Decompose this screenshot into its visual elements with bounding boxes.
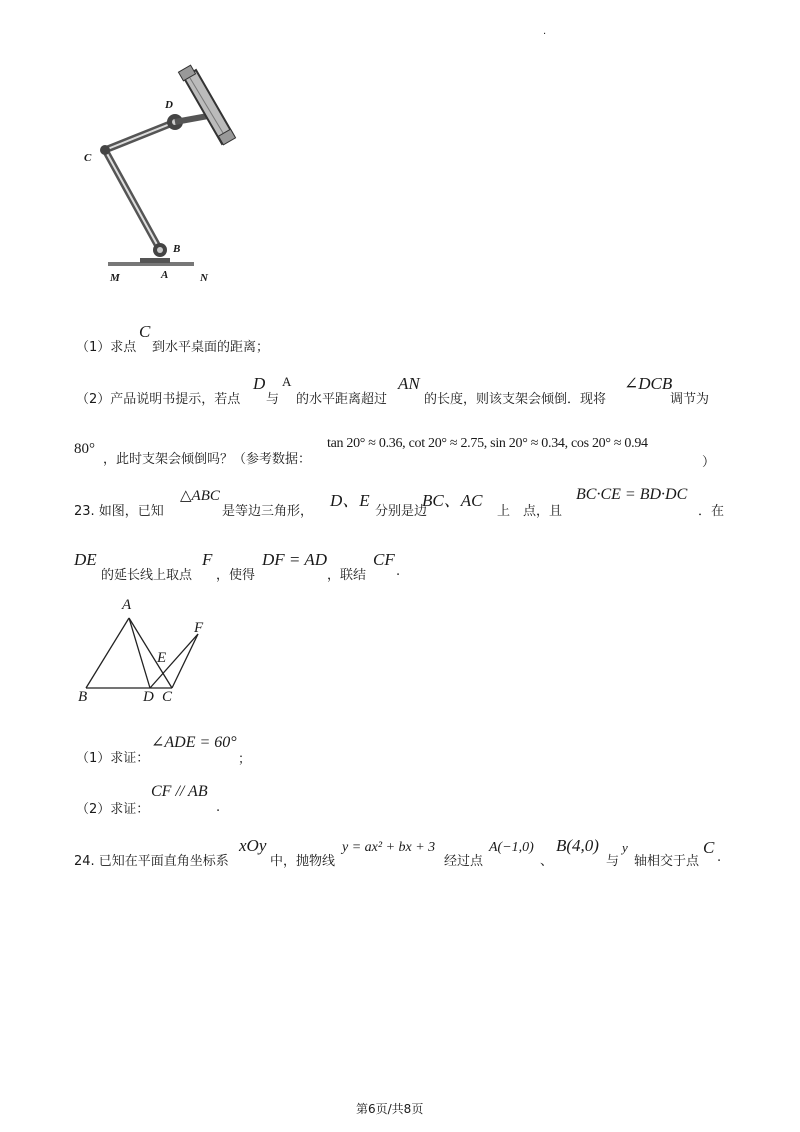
q24-sep: 、	[540, 854, 554, 869]
tri-label-f: F	[194, 620, 204, 636]
stand-figure	[100, 64, 250, 290]
q23-bcac: BC、AC	[422, 491, 483, 510]
q23-p2-end: .	[216, 800, 221, 815]
q22-p3-ref: tan 20° ≈ 0.36, cot 20° ≈ 2.75, sin 20° ≈ 0.34, cos 20° ≈ 0.94	[327, 436, 648, 451]
q23-t3: 上 点，且	[497, 504, 563, 519]
label-b: B	[173, 243, 181, 255]
q23-p1-eq: ∠ADE = 60°	[151, 734, 237, 751]
q23-l2-t3: ，联结	[327, 568, 367, 583]
q22-p3-deg: 80°	[74, 441, 95, 457]
q24-y: y	[622, 840, 628, 855]
page-footer: 第6页/共8页	[356, 1102, 424, 1116]
q22-p2-suffix: 调节为	[670, 392, 710, 407]
q23-eq: BC·CE = BD·DC	[576, 486, 688, 503]
label-d: D	[165, 99, 173, 111]
q24-c: C	[703, 838, 715, 857]
q22-p3-text: ，此时支架会倾倒吗？（参考数据：	[103, 452, 312, 467]
q22-p2-mid: 的水平距离超过	[296, 392, 388, 407]
q23-triangle: △ABC	[180, 488, 220, 504]
q22-p3-close: ）	[702, 455, 716, 470]
edge-ab	[86, 618, 129, 688]
q23-p1-prefix: （1）求证：	[76, 751, 150, 766]
tri-label-a: A	[122, 597, 132, 613]
tri-label-c: C	[162, 689, 173, 705]
q22-p2-prefix: （2）产品说明书提示，若点	[76, 392, 241, 407]
q23-t1: 是等边三角形，	[222, 504, 314, 519]
q22-p2-an: AN	[398, 374, 420, 393]
q24-end: .	[717, 850, 722, 865]
edge-ad	[129, 618, 150, 688]
q23-de2: DE	[74, 550, 97, 569]
q24-t1: 中，抛物线	[270, 854, 336, 869]
tri-label-d: D	[143, 689, 154, 705]
q23-t4: ．在	[698, 504, 725, 519]
q23-p1-end: ；	[238, 752, 252, 767]
q22-p1-prefix: （1）求点	[76, 340, 137, 355]
q22-p1-c: C	[139, 322, 151, 341]
q23-df-eq: DF = AD	[262, 550, 327, 569]
label-n: N	[200, 272, 208, 284]
q23-l2-end: .	[396, 564, 401, 579]
q23-l2-t1: 的延长线上取点	[101, 568, 193, 583]
header-dot: .	[543, 26, 547, 37]
q24-xoy: xOy	[239, 836, 267, 855]
q24-equation: y = ax² + bx + 3	[342, 840, 436, 855]
label-a: A	[161, 269, 169, 281]
label-c: C	[84, 152, 92, 164]
q23-number: 23. 如图，已知	[74, 504, 164, 519]
q24-number: 24. 已知在平面直角坐标系	[74, 854, 229, 869]
q24-t2: 经过点	[444, 854, 484, 869]
label-m: M	[110, 272, 120, 284]
edge-cf	[172, 634, 198, 688]
q22-p2-yu: 与	[266, 392, 280, 407]
q22-p1-suffix: 到水平桌面的距离；	[152, 340, 270, 355]
q23-cf: CF	[373, 550, 395, 569]
q24-t3: 与	[606, 854, 620, 869]
q24-t4: 轴相交于点	[634, 854, 700, 869]
q22-p2-a: A	[282, 374, 292, 389]
q22-p2-d: D	[253, 374, 266, 393]
q23-t2: 分别是边	[375, 504, 428, 519]
q23-l2-t2: ，使得	[216, 568, 256, 583]
q23-p2-prefix: （2）求证：	[76, 802, 150, 817]
tri-label-b: B	[78, 689, 88, 705]
tri-label-e: E	[157, 650, 167, 666]
q23-f: F	[202, 550, 213, 569]
q24-point-a: A(−1,0)	[489, 840, 534, 855]
q24-point-b: B(4,0)	[556, 836, 599, 855]
q23-de: D、E	[330, 491, 370, 510]
joint-c	[100, 145, 110, 155]
q22-p2-angle: ∠DCB	[624, 374, 673, 393]
q22-p2-mid2: 的长度，则该支架会倾倒．现将	[424, 392, 607, 407]
q23-p2-eq: CF // AB	[151, 783, 208, 800]
